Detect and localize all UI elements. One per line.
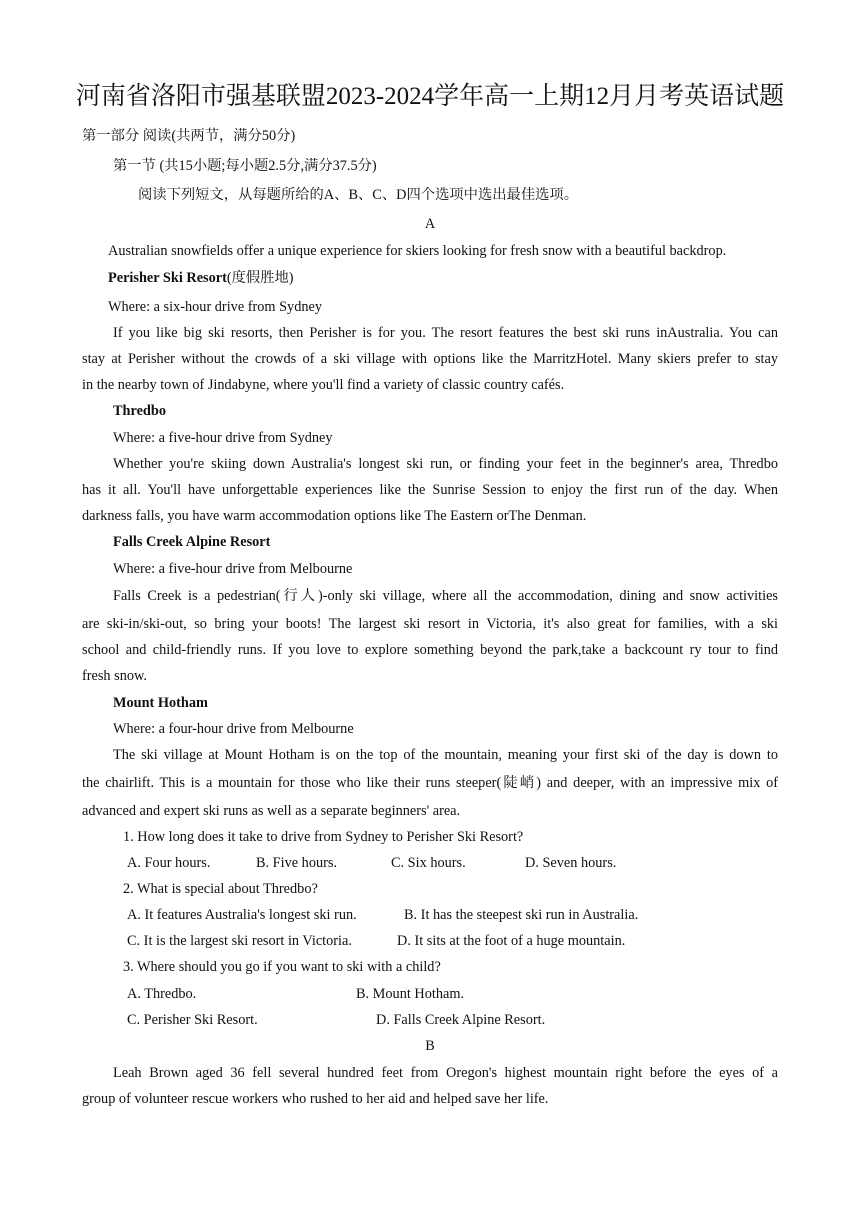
passage-a-intro: Australian snowfields offer a unique experience for skiers looking for fresh snow with a beautiful backdrop.: [108, 243, 727, 259]
resort-name: Perisher Ski Resort: [108, 270, 227, 286]
part-heading: 第一部分 阅读(共两节，满分50分): [82, 128, 296, 144]
exam-title: 河南省洛阳市强基联盟2023-2024学年高一上期12月月考英语试题: [75, 83, 785, 110]
resort-name: Mount Hotham: [113, 695, 208, 711]
question-stem: 3. Where should you go if you want to ski with a child?: [123, 959, 441, 975]
paragraph-line: darkness falls, you have warm accommodation options like The Eastern orThe Denman.: [82, 508, 587, 524]
paragraph-line: fresh snow.: [82, 668, 147, 684]
resort-name: Falls Creek Alpine Resort: [113, 534, 271, 550]
question-option: C. It is the largest ski resort in Victoria.: [127, 933, 352, 949]
resort-where: Where: a five-hour drive from Sydney: [113, 430, 333, 446]
question-option: D. It sits at the foot of a huge mountain.: [397, 933, 626, 949]
resort-name-note: (度假胜地): [226, 270, 294, 286]
paragraph-line: group of volunteer rescue workers who rushed to her aid and helped save her life.: [82, 1091, 549, 1107]
question-stem: 1. How long does it take to drive from Sydney to Perisher Ski Resort?: [123, 829, 524, 845]
paragraph-line: stay at Perisher without the crowds of a ski village with options like the MarritzHotel. Many skiers prefer to stay: [82, 351, 778, 367]
resort-where: Where: a four-hour drive from Melbourne: [113, 721, 354, 737]
passage-a-label: A: [424, 216, 436, 232]
paragraph-line: in the nearby town of Jindabyne, where you'll find a variety of classic country cafés.: [82, 377, 565, 393]
paragraph-line: has it all. You'll have unforgettable experiences like the Sunrise Session to enjoy the first run of the day. When: [82, 482, 778, 498]
paragraph-line: The ski village at Mount Hotham is on the top of the mountain, meaning your first ski of the day is down to: [113, 747, 778, 763]
resort-where: Where: a six-hour drive from Sydney: [108, 299, 322, 315]
instruction: 阅读下列短文，从每题所给的A、B、C、D四个选项中选出最佳选项。: [138, 187, 579, 203]
paragraph-line: If you like big ski resorts, then Perisher is for you. The resort features the best ski runs inAustralia. You can: [113, 325, 778, 341]
resort-name: Thredbo: [113, 403, 166, 419]
question-option: B. Mount Hotham.: [356, 986, 465, 1002]
question-option: C. Perisher Ski Resort.: [127, 1012, 258, 1028]
question-option: D. Seven hours.: [525, 855, 617, 871]
resort-where: Where: a five-hour drive from Melbourne: [113, 561, 353, 577]
question-option: B. Five hours.: [256, 855, 338, 871]
question-option: A. It features Australia's longest ski run.: [127, 907, 357, 923]
paragraph-line: Falls Creek is a pedestrian(行人)-only ski village, where all the accommodation, dining and snow activities: [113, 588, 778, 604]
question-option: A. Four hours.: [127, 855, 211, 871]
question-option: B. It has the steepest ski run in Australia.: [404, 907, 639, 923]
paragraph-line: school and child-friendly runs. If you love to explore something beyond the park,take a backcount ry tour to find: [82, 642, 778, 658]
resort-heading: [108, 268, 294, 288]
question-option: D. Falls Creek Alpine Resort.: [376, 1012, 546, 1028]
question-option: A. Thredbo.: [127, 986, 197, 1002]
question-stem: 2. What is special about Thredbo?: [123, 881, 318, 897]
paragraph-line: Whether you're skiing down Australia's longest ski run, or finding your feet in the beginner's area, Thredbo: [113, 456, 778, 472]
paragraph-line: advanced and expert ski runs as well as a separate beginners' area.: [82, 803, 461, 819]
paragraph-line: are ski-in/ski-out, so bring your boots! The largest ski resort in Victoria, it's also great for families, with a ski: [82, 616, 778, 632]
paragraph-line: the chairlift. This is a mountain for those who like their runs steeper(陡峭) and deeper, with an impressive mix of: [82, 775, 778, 791]
section-heading: 第一节 (共15小题;每小题2.5分,满分37.5分): [113, 158, 377, 174]
paragraph-line: Leah Brown aged 36 fell several hundred feet from Oregon's highest mountain right before the eyes of a: [113, 1065, 778, 1081]
question-option: C. Six hours.: [391, 855, 466, 871]
passage-b-label: B: [425, 1038, 435, 1054]
